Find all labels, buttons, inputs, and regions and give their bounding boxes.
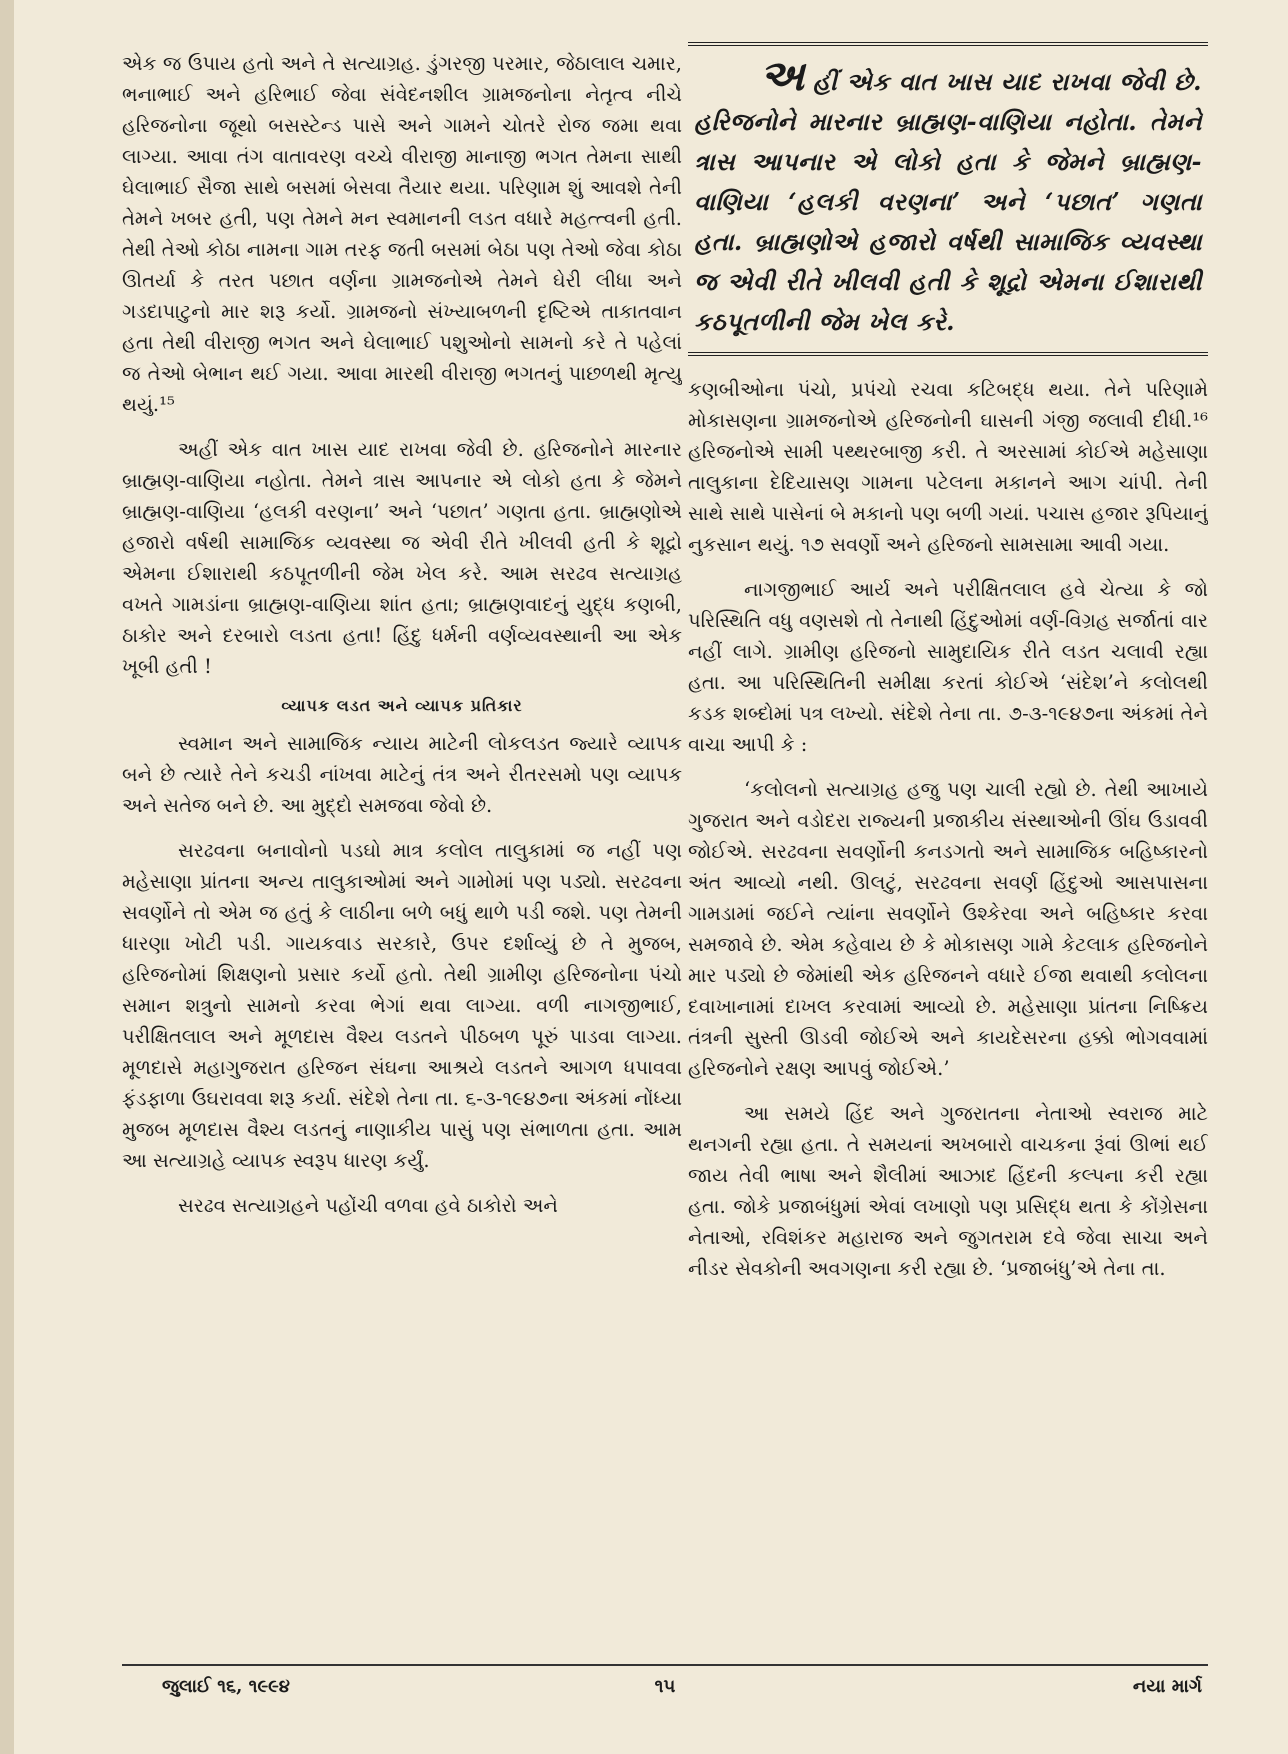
article-paragraph: નાગજીભાઈ આર્ય અને પરીક્ષિતલાલ હવે ચેત્યા કે જો પરિસ્થિતિ વધુ વણસશે તો તેનાથી હિંદુઓમાં વર્ણ-વિગ્રહ સર્જાતાં વાર નહીં લાગે. ગ્રામીણ હરિજનો સામુદાયિક રીતે લડત ચલાવી રહ્યા હતા. આ પરિસ્થિતિની સમીક્ષા કરતાં કોઈએ ‘સંદેશ’ને કલોલથી કડક શબ્દોમાં પત્ર લખ્યો. સંદેશે તેના તા. ૭-૩-૧૯૪૭ના અંકમાં તેને વાચા આપી કે : [688,578,1208,756]
article-paragraph: સરઢવ સત્યાગ્રહને પહોંચી વળવા હવે ઠાકોરો અને [178,1194,558,1217]
pull-quote-dropcap: અ [760,51,805,100]
left-column [122,48,682,1663]
magazine-name: નયા માર્ગ [1132,1676,1202,1697]
section-subheading: વ્યાપક લડત અને વ્યાપક પ્રતિકાર [281,696,523,715]
right-column-text [688,374,1208,1284]
article-paragraph: કણબીઓના પંચો, પ્રપંચો રચવા કટિબદ્ધ થયા. તેને પરિણામે મોકાસણના ગ્રામજનોએ હરિજનોની ઘાસની ગંજી જલાવી દીધી.¹⁶ હરિજનોએ સામી પથ્થરબાજી કરી. તે અરસામાં કોઈએ મહેસાણા તાલુકાના દેદિયાસણ ગામના પટેલના મકાનને આગ ચાંપી. તેની સાથે સાથે પાસેનાં બે મકાનો પણ બળી ગયાં. પચાસ હજાર રૂપિયાનું નુકસાન થયું. ૧૭ સવર્ણો અને હરિજનો સામસામા આવી ગયા. [688,378,1208,556]
article-paragraph: આ સમયે હિંદ અને ગુજરાતના નેતાઓ સ્વરાજ માટે થનગની રહ્યા હતા. તે સમયનાં અખબારો વાચકના રૂંવાં ઊભાં થઈ જાય તેવી ભાષા અને શૈલીમાં આઝાદ હિંદની કલ્પના કરી રહ્યા હતા. જોકે પ્રજાબંધુમાં એવાં લખાણો પણ પ્રસિદ્ધ થતા કે કોંગ્રેસના નેતાઓ, રવિશંકર મહારાજ અને જુગતરામ દવે જેવા સાચા અને નીડર સેવકોની અવગણના કરી રહ્યા છે. ‘પ્રજાબંધુ’એ તેના તા. [688,1102,1208,1280]
article-paragraph: અહીં એક વાત ખાસ યાદ રાખવા જેવી છે. હરિજનોને મારનાર બ્રાહ્મણ-વાણિયા નહોતા. તેમને ત્રાસ આપનાર એ લોકો હતા કે જેમને બ્રાહ્મણ-વાણિયા ‘હલકી વરણના’ અને ‘પછાત’ ગણતા હતા. બ્રાહ્મણોએ હજારો વર્ષથી સામાજિક વ્યવસ્થા જ એવી રીતે ખીલવી હતી કે શૂદ્રો એમના ઈશારાથી કઠપૂતળીની જેમ ખેલ કરે. આમ સરઢવ સત્યાગ્રહ વખતે ગામડાંના બ્રાહ્મણ-વાણિયા શાંત હતા; બ્રાહ્મણવાદનું યુદ્ધ કણબી, ઠાકોર અને દરબારો લડતા હતા! હિંદુ ધર્મની વર્ણવ્યવસ્થાની આ એક ખૂબી હતી ! [122,438,682,678]
page-number: ૧૫ [654,1676,676,1697]
pull-quote [688,46,1208,352]
article-paragraph: સરઢવના બનાવોનો પડઘો માત્ર કલોલ તાલુકામાં જ નહીં પણ મહેસાણા પ્રાંતના અન્ય તાલુકાઓમાં અને ગામોમાં પણ પડ્યો. સરઢવના સવર્ણોને તો એમ જ હતું કે લાઠીના બળે બધું થાળે પડી જશે. પણ તેમની ધારણા ખોટી પડી. ગાયકવાડ સરકારે, ઉપર દર્શાવ્યું છે તે મુજબ, હરિજનોમાં શિક્ષણનો પ્રસાર કર્યો હતો. તેથી ગ્રામીણ હરિજનોના પંચો સમાન શત્રુનો સામનો કરવા ભેગાં થવા લાગ્યા. વળી નાગજીભાઈ, પરીક્ષિતલાલ અને મૂળદાસ વૈશ્ય લડતને પીઠબળ પૂરું પાડવા લાગ્યા. મૂળદાસે મહાગુજરાત હરિજન સંઘના આશ્રયે લડતને આગળ ધપાવવા ફંડફાળા ઉઘરાવવા શરૂ કર્યા. સંદેશે તેના તા. ૬-૩-૧૯૪૭ના અંકમાં નોંધ્યા મુજબ મૂળદાસ વૈશ્ય લડતનું નાણાકીય પાસું પણ સંભાળતા હતા. આમ આ સત્યાગ્રહે વ્યાપક સ્વરૂપ ધારણ કર્યું. [122,839,682,1172]
page-footer [122,1664,1208,1706]
article-paragraph: એક જ ઉપાય હતો અને તે સત્યાગ્રહ. ડુંગરજી પરમાર, જેઠાલાલ ચમાર, ભનાભાઈ અને હરિભાઈ જેવા સંવેદનશીલ ગ્રામજનોના નેતૃત્વ નીચે હરિજનોના જૂથો બસસ્ટેન્ડ પાસે અને ગામને ચોતરે રોજ જમા થવા લાગ્યા. આવા તંગ વાતાવરણ વચ્ચે વીરાજી માનાજી ભગત તેમના સાથી ઘેલાભાઈ સૈજા સાથે બસમાં બેસવા તૈયાર થયા. પરિણામ શું આવશે તેની તેમને ખબર હતી, પણ તેમને મન સ્વમાનની લડત વધારે મહત્ત્વની હતી. તેથી તેઓ કોઠા નામના ગામ તરફ જતી બસમાં બેઠા પણ તેઓ જેવા કોઠા ઊતર્યા કે તરત પછાત વર્ણના ગ્રામજનોએ તેમને ઘેરી લીધા અને ગડદાપાટુનો માર શરૂ કર્યો. ગ્રામજનો સંખ્યાબળની દૃષ્ટિએ તાકાતવાન હતા તેથી વીરાજી ભગત અને ઘેલાભાઈ પશુઓનો સામનો કરે તે પહેલાં જ તેઓ બેભાન થઈ ગયા. આવા મારથી વીરાજી ભગતનું પાછળથી મૃત્યુ થયું.¹⁵ [122,52,682,416]
pull-quote-text: હીં એક વાત ખાસ યાદ રાખવા જેવી છે. હરિજનોને મારનાર બ્રાહ્મણ-વાણિયા નહોતા. તેમને ત્રાસ આપનાર એ લોકો હતા કે જેમને બ્રાહ્મણ-વાણિયા ‘હલકી વરણના’ અને ‘પછાત’ ગણતા હતા. બ્રાહ્મણોએ હજારો વર્ષથી સામાજિક વ્યવસ્થા જ એવી રીતે ખીલવી હતી કે શૂદ્રો એમના ઈશારાથી કઠપૂતળીની જેમ ખેલ કરે. [694,67,1202,336]
scanned-left-edge [0,0,14,1754]
issue-date: જુલાઈ ૧૬, ૧૯૯૪ [162,1676,290,1697]
pull-quote-box [688,42,1208,356]
quoted-letter-paragraph: ‘કલોલનો સત્યાગ્રહ હજુ પણ ચાલી રહ્યો છે. તેથી આખાયે ગુજરાત અને વડોદરા રાજ્યની પ્રજાકીય સંસ્થાઓની ઊંઘ ઉડાવવી જોઈએ. સરઢવના સવર્ણોની કનડગતો અને સામાજિક બહિષ્કારનો અંત આવ્યો નથી. ઊલટું, સરઢવના સવર્ણ હિંદુઓ આસપાસના ગામડામાં જઈને ત્યાંના સવર્ણોને ઉશ્કેરવા અને બહિષ્કાર કરવા સમજાવે છે. એમ કહેવાય છે કે મોકાસણ ગામે કેટલાક હરિજનોને માર પડ્યો છે જેમાંથી એક હરિજનને વધારે ઈજા થવાથી કલોલના દવાખાનામાં દાખલ કરવામાં આવ્યો છે. મહેસાણા પ્રાંતના નિષ્ક્રિય તંત્રની સુસ્તી ઊડવી જોઈએ અને કાયદેસરના હક્કો ભોગવવામાં હરિજનોને રક્ષણ આપવું જોઈએ.’ [688,778,1208,1080]
article-paragraph: સ્વમાન અને સામાજિક ન્યાય માટેની લોકલડત જ્યારે વ્યાપક બને છે ત્યારે તેને કચડી નાંખવા માટેનું તંત્ર અને રીતરસમો પણ વ્યાપક અને સતેજ બને છે. આ મુદ્દો સમજવા જેવો છે. [122,732,682,817]
right-column [688,42,1208,1652]
